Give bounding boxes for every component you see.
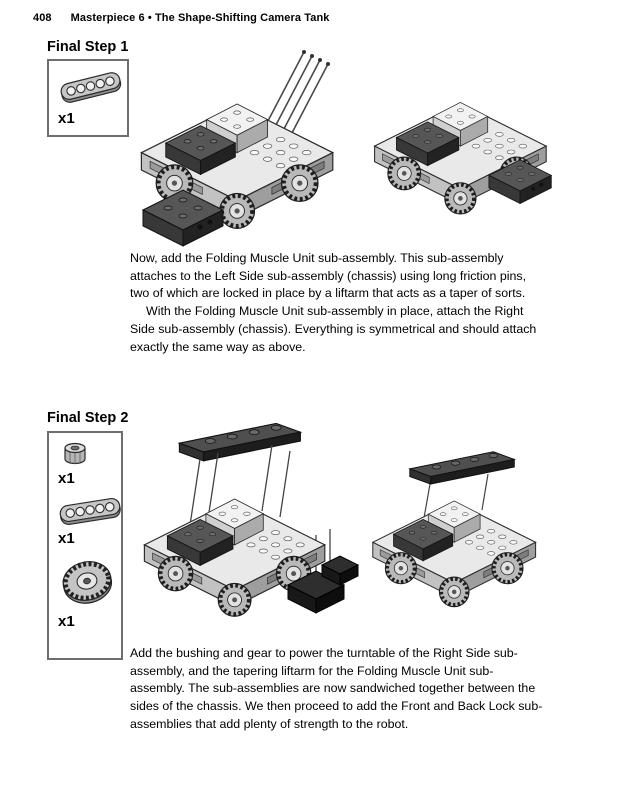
part-gear [58, 551, 116, 635]
part-count: x1 [58, 529, 75, 547]
gear-icon [58, 551, 116, 611]
step2-paragraph-1: Add the bushing and gear to power the turntable of the Right Side sub-assembly, and the tapering liftarm for the Folding Muscle Unit sub-assembly. The sub-assemblies are now sandwiched together between the sides of the chassis. We then proceed to add the Front and Back Lock sub-assemblies that add plenty of strength to the robot. [130, 646, 543, 731]
step2-heading: Final Step 2 [47, 410, 129, 426]
step1-paragraph-1: Now, add the Folding Muscle Unit sub-assembly. This sub-assembly attaches to the Left Side sub-assembly (chassis) using long friction pins, two of which are locked in place by a liftarm that acts as a taper of sorts. [130, 251, 527, 301]
step2-assembly-illustration-left [120, 415, 370, 640]
part-liftarm [58, 68, 124, 132]
step1-assembly-illustration-right [353, 60, 571, 238]
running-title: Masterpiece 6 • The Shape-Shifting Camera Tank [70, 12, 330, 24]
page-number: 408 [33, 12, 52, 24]
page-header [33, 12, 330, 24]
part-count: x1 [58, 110, 75, 127]
liftarm-icon [58, 68, 124, 108]
part-count: x1 [58, 613, 75, 630]
part-count: x1 [58, 470, 75, 487]
step2-body-text [130, 645, 546, 734]
step2-parts-box [47, 431, 123, 660]
step1-heading: Final Step 1 [47, 39, 129, 55]
bushing-icon [58, 440, 92, 468]
liftarm-icon [58, 492, 122, 528]
part-liftarm [58, 492, 122, 552]
part-bushing [58, 440, 92, 492]
step1-body-text [130, 250, 546, 356]
step2-assembly-illustration-right [348, 448, 576, 626]
step1-assembly-illustration-left [116, 48, 366, 248]
step1-paragraph-2: With the Folding Muscle Unit sub-assembly in place, attach the Right Side sub-assembly (chassis). Everything is symmetrical and should attach exactly the same way as above. [130, 304, 537, 354]
